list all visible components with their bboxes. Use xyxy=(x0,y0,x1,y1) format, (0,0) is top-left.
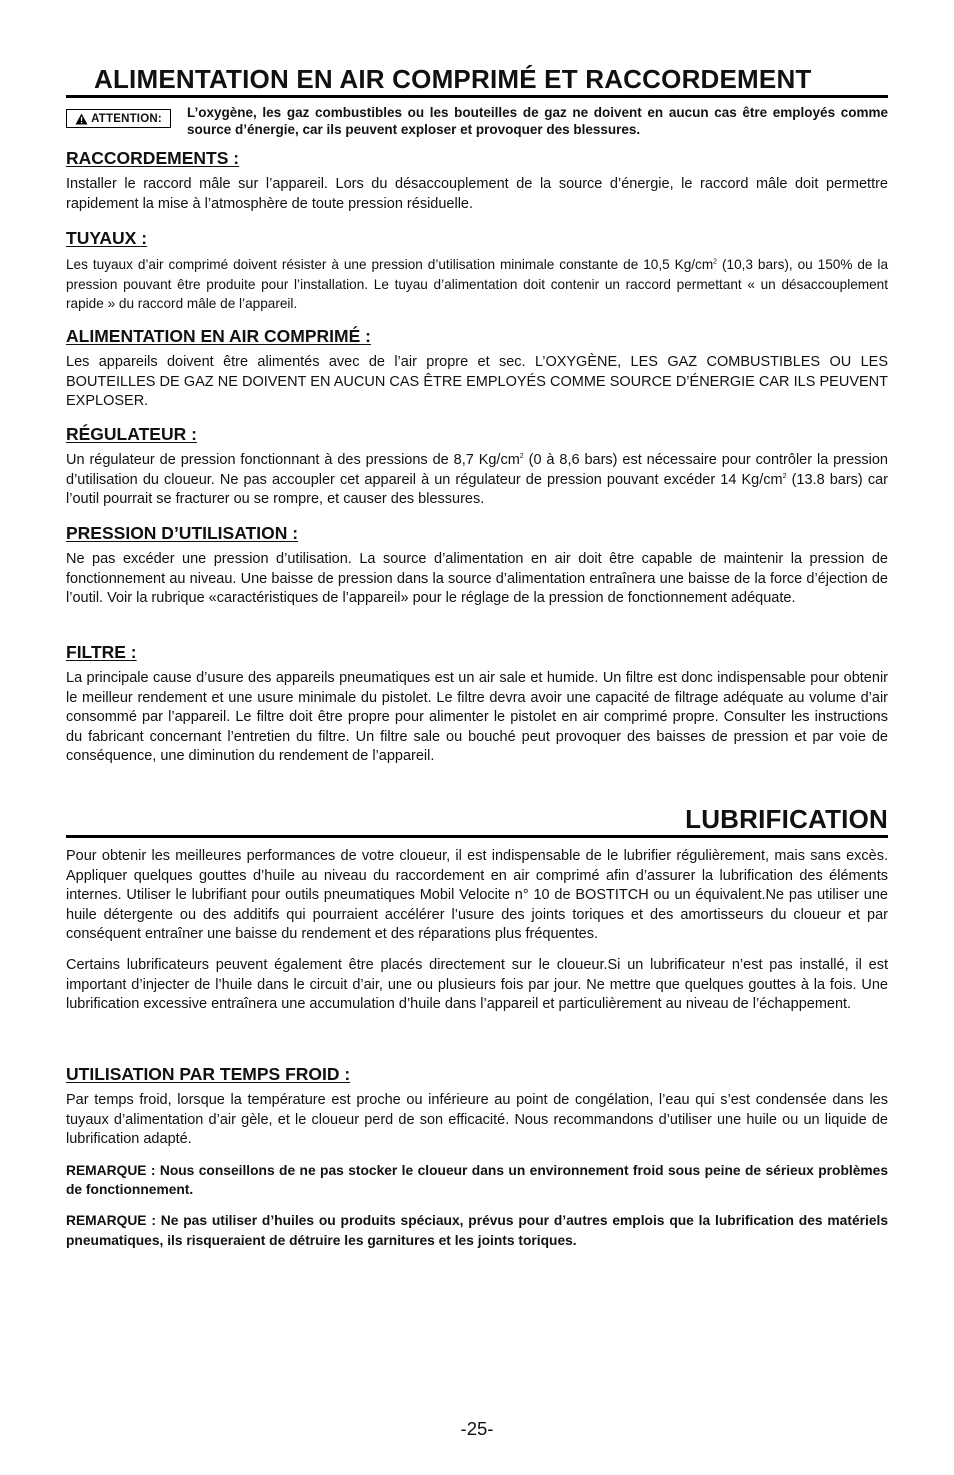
heading-regulateur: RÉGULATEUR : xyxy=(66,424,197,444)
section-title-lubrification: LUBRIFICATION xyxy=(685,804,888,834)
heading-froid: UTILISATION PAR TEMPS FROID : xyxy=(66,1064,351,1084)
section-regulateur xyxy=(66,424,888,510)
heading-tuyaux: TUYAUX : xyxy=(66,228,148,248)
superscript-2: 2 xyxy=(782,472,787,480)
attention-label: ATTENTION: xyxy=(91,112,162,125)
title-rule xyxy=(66,95,888,98)
text-tuyaux-part-a: Les tuyaux d’air comprimé doivent résister à une pression d’utilisation minimale constante de 10,5 Kg/cm xyxy=(66,257,714,272)
section-alimentation xyxy=(66,326,888,412)
section-tuyaux xyxy=(66,228,888,314)
section-raccordements xyxy=(66,148,888,214)
section-pression xyxy=(66,523,888,609)
heading-alimentation: ALIMENTATION EN AIR COMPRIMÉ : xyxy=(66,326,371,346)
warning-triangle-icon xyxy=(75,113,88,125)
section-lubrification xyxy=(66,847,888,1015)
superscript-2: 2 xyxy=(519,453,524,461)
heading-raccordements: RACCORDEMENTS : xyxy=(66,148,240,168)
section-filtre xyxy=(66,642,888,767)
text-lubrification-p1: Pour obtenir les meilleures performances de votre cloueur, il est indispensable de le lubrifier régulièrement, mais sans excès. Appliquer quelques gouttes d’huile au niveau du raccordement en air comprimé afin d’assurer la lubrification des éléments internes. Utiliser le lubrifiant pour outils pneumatiques Mobil Velocite n° 10 de BOSTITCH ou un équivalent.Ne pas utiliser une huile détergente ou des additifs qui pourraient accélérer l’usure des joints toriques et des amortisseurs du cloueur et par conséquent entraîner une baisse du rendement et des réparations plus fréquentes. xyxy=(66,848,888,943)
title-rule xyxy=(66,835,888,838)
note-special-oils: REMARQUE : Ne pas utiliser d’huiles ou produits spéciaux, prévus pour d’autres emplois que la lubrification des matériels pneumatiques, ils risqueraient de détruire les garnitures et les joints toriques. xyxy=(66,1212,888,1248)
note-storage: REMARQUE : Nous conseillons de ne pas stocker le cloueur dans un environnement froid sous peine de sérieux problèmes de fonctionnement. xyxy=(66,1162,888,1198)
superscript-2: 2 xyxy=(713,258,718,266)
heading-pression: PRESSION D’UTILISATION : xyxy=(66,523,299,543)
text-regulateur xyxy=(66,451,888,510)
text-regulateur-part-a: Un régulateur de pression fonctionnant à des pressions de 8,7 Kg/cm xyxy=(66,452,520,468)
text-filtre: La principale cause d’usure des appareils pneumatiques est un air sale et humide. Un filtre est donc indispensable pour obtenir le meilleur rendement et une usure minimale du pistolet. Le filtre devra avoir une capacité de filtrage adéquate au volume d’air consommé par l’appareil. Le filtre doit être propre pour alimenter le pistolet en air comprimé propre. Consulter les instructions du fabricant concernant l’entretien du filtre. Un filtre sale ou bouché peut provoquer des baisses de pression et par voie de conséquence, une diminution du rendement de l’appareil. xyxy=(66,670,888,765)
text-lubrification-p2: Certains lubrificateurs peuvent également être placés directement sur le cloueur.Si un lubrificateur n’est pas installé, il est important d’injecter de l’huile dans le circuit d’air, une ou plusieurs fois par jour. Ne mettre que quelques gouttes à la fois. Une lubrification excessive entraînera une accumulation d’huile dans l’appareil et particulièrement au niveau de l’échappement. xyxy=(66,956,888,1013)
heading-filtre: FILTRE : xyxy=(66,642,137,662)
text-alimentation: Les appareils doivent être alimentés avec de l’air propre et sec. L’OXYGÈNE, LES GAZ COMBUSTIBLES OU LES BOUTEILLES DE GAZ NE DOIVENT EN AUCUN CAS ÊTRE EMPLOYÉS COMME SOURCE D’ÉNERGIE CAR ILS PEUVENT EXPLOSER. xyxy=(66,354,888,410)
section-froid xyxy=(66,1064,888,1250)
text-regulateur-part-b: (0 à 8,6 bars) est nécessaire pour contrôler la pression d’utilisation du cloueur. Ne pas accoupler cet appareil à un régulateur de pression pouvant excéder 14 Kg/cm xyxy=(66,452,888,488)
page-number: -25- xyxy=(460,1418,494,1439)
warning-text: L’oxygène, les gaz combustibles ou les bouteilles de gaz ne doivent en aucun cas être employés comme source d’énergie, car ils peuvent exploser et provoquer des blessures. xyxy=(187,105,888,137)
text-tuyaux xyxy=(66,255,888,314)
text-raccordements: Installer le raccord mâle sur l’appareil. Lors du désaccouplement de la source d’énergie, le raccord mâle doit permettre rapidement la mise à l’atmosphère de toute pression résiduelle. xyxy=(66,176,888,212)
text-tuyaux-part-b: (10,3 bars), ou 150% de la pression pouvant être produite pour l’installation. Le tuyau d’alimentation doit contenir un raccord permettant « un désaccouplement rapide » du raccord mâle de l’appareil. xyxy=(66,257,889,312)
text-pression: Ne pas excéder une pression d’utilisation. La source d’alimentation en air doit être capable de maintenir la pression de fonctionnement au niveau. Une baisse de pression dans la source d’alimentation entraînera une baisse de la force d’éjection de l’outil. Voir la rubrique «caractéristiques de l’appareil» pour le réglage de la pression de fonctionnement adéquate. xyxy=(66,551,888,607)
section-title-air-supply: ALIMENTATION EN AIR COMPRIMÉ ET RACCORDEMENT xyxy=(94,64,812,94)
text-regulateur-part-c: (13.8 bars) car l’outil pourrait se fracturer ou se rompre, et causer des blessures. xyxy=(66,471,888,508)
attention-badge xyxy=(66,109,171,128)
text-froid: Par temps froid, lorsque la température est proche ou inférieure au point de congélation, l’eau qui s’est condensée dans les tuyaux d’alimentation d’air gèle, et le cloueur perd de son efficacité. Nous recommandons d’utiliser une huile ou un liquide de lubrification adapté. xyxy=(66,1092,888,1148)
